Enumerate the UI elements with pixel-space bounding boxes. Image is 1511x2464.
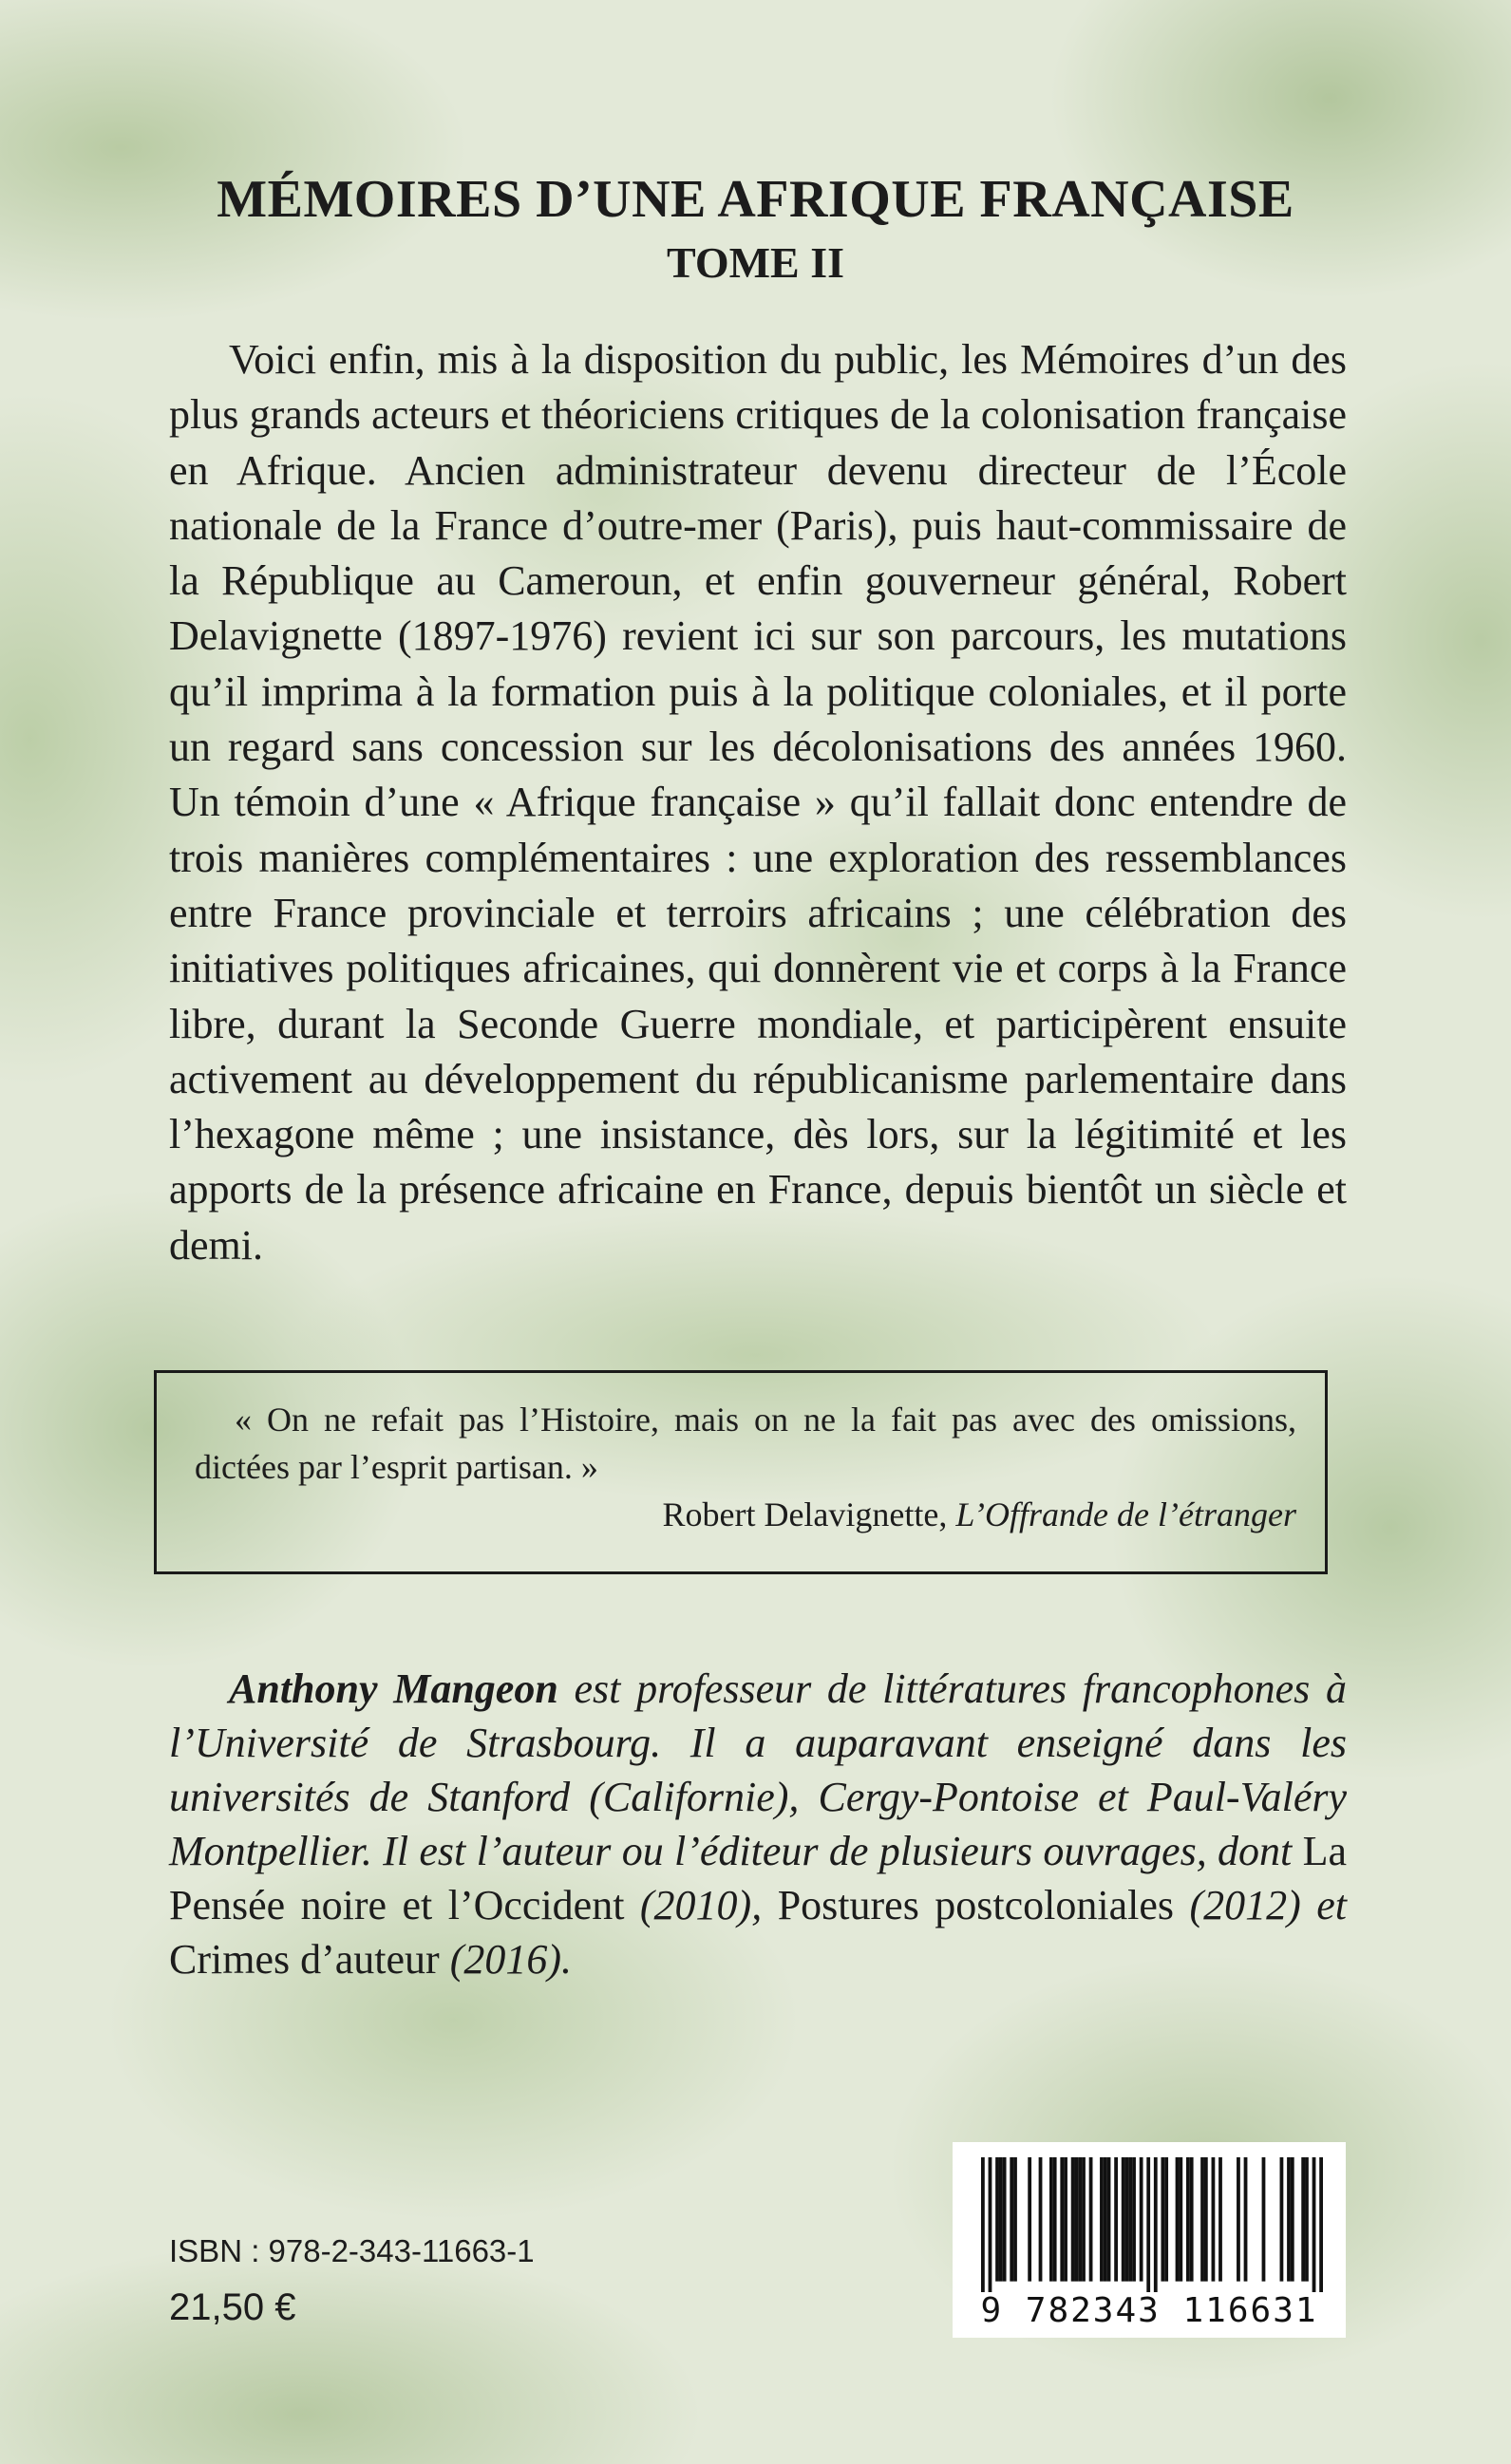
barcode-bar (1082, 2157, 1086, 2282)
quote-box (154, 1370, 1328, 1574)
barcode-bar (1100, 2157, 1104, 2282)
barcode-bar (989, 2157, 992, 2292)
barcode-bar (1313, 2157, 1316, 2292)
barcode-bar (1161, 2157, 1164, 2282)
barcode-digits: 9 782343 116631 (980, 2291, 1318, 2330)
barcode-bar (999, 2157, 1003, 2282)
barcode-bar (1301, 2157, 1305, 2282)
summary-paragraph: Voici enfin, mis à la disposition du public, les Mémoires d’un des plus grands acteurs et théoriciens critiques de la colonisation française en Afrique. Ancien administrateur devenu directeur de l’École nationale de la France d’outre-mer (Paris), puis haut-commissaire de la République au Cameroun, et enfin gouverneur général, Robert Delavignette (1897-1976) revient ici sur son parcours, les mutations qu’il imprima à la formation puis à la politique coloniales, et il porte un regard sans concession sur les décolonisations des années 1960. Un témoin d’une « Afrique française » qu’il fallait donc entendre de trois manières complémentaires : une exploration des ressemblances entre France provinciale et terroirs africains ; une célébration des initiatives politiques africaines, qui donnèrent vie et corps à la France libre, durant la Seconde Guerre mondiale, et participèrent ensuite activement au développement du républicanisme parlementaire dans l’hexagone même ; une insistance, dès lors, sur la légitimité et les apports de la présence africaine en France, depuis bientôt un siècle et demi. (169, 336, 1347, 1269)
barcode-bar (1305, 2157, 1309, 2282)
barcode-bar (1164, 2157, 1168, 2282)
author-bio (169, 1662, 1347, 1986)
barcode-bar (1104, 2157, 1107, 2282)
barcode-bar (1154, 2157, 1158, 2292)
barcode-bar (1089, 2157, 1093, 2282)
barcode-bar (1107, 2157, 1111, 2282)
barcode-bar (1146, 2157, 1150, 2292)
quote-source: L’Offrande de l’étranger (955, 1495, 1296, 1533)
barcode-bar (1128, 2157, 1132, 2282)
barcode-bar (1218, 2157, 1222, 2282)
quote-author: Robert Delavignette, (662, 1495, 956, 1533)
barcode-bar (1319, 2157, 1323, 2292)
barcode-bar (1071, 2157, 1075, 2282)
barcode-bar (1049, 2157, 1053, 2282)
barcode-bar (995, 2157, 999, 2282)
isbn: ISBN : 978-2-343-11663-1 (169, 2233, 535, 2268)
barcode-bar (1262, 2157, 1266, 2282)
bio-text-1: est professeur de littératures francophones à l’Université de Strasbourg. Il a auparavant enseigné dans les universités de Stanford (Californie), Cergy-Pontoise et Paul-Valéry Montpellier. Il est l’auteur ou l’éditeur de plusieurs ouvrages, dont (169, 1665, 1348, 1874)
barcode-bar (1212, 2157, 1216, 2282)
barcode-bar (1291, 2157, 1294, 2282)
quote-attribution (195, 1491, 1296, 1538)
bio-work-3: Crimes d’auteur (169, 1936, 440, 1983)
bio-text-4: (2016). (439, 1936, 573, 1983)
barcode-bar (981, 2157, 985, 2292)
barcode-bar (1132, 2157, 1136, 2282)
bio-author-name: Anthony Mangeon (229, 1665, 558, 1712)
quote-text: « On ne refait pas l’Histoire, mais on ne la fait pas avec des omissions, dictées par l’esprit partisan. » (195, 1401, 1296, 1486)
bio-work-1: La Pensée noire et l’Occident (169, 1828, 1347, 1928)
barcode-bar (1122, 2157, 1125, 2282)
barcode-bar (1140, 2157, 1143, 2282)
barcode-bar (1125, 2157, 1129, 2282)
barcode-bar (1053, 2157, 1057, 2282)
barcode-bar (1237, 2157, 1240, 2282)
barcode-bar (1176, 2157, 1180, 2282)
barcode-bar (1190, 2157, 1194, 2282)
bio-text-3: (2012) et (1174, 1882, 1348, 1928)
barcode-bar (1200, 2157, 1204, 2282)
book-title: MÉMOIRES D’UNE AFRIQUE FRANÇAISE (217, 170, 1294, 229)
bio-work-2: Postures postcoloniales (777, 1882, 1175, 1928)
barcode-bar (1244, 2157, 1248, 2282)
barcode-bar (1013, 2157, 1017, 2282)
barcode-bar (1287, 2157, 1291, 2282)
barcode-bar (1114, 2157, 1118, 2282)
price: 21,50 € (169, 2286, 296, 2328)
barcode-bar (1028, 2157, 1031, 2282)
barcode-bar (1010, 2157, 1013, 2282)
barcode-bar (1280, 2157, 1284, 2282)
barcode-bar (1060, 2157, 1064, 2282)
barcode-bar (1204, 2157, 1208, 2282)
barcode-bars (981, 2157, 1323, 2292)
barcode-bar (1078, 2157, 1082, 2282)
book-subtitle: TOME II (666, 238, 845, 287)
barcode (953, 2142, 1346, 2338)
barcode-bar (1003, 2157, 1007, 2282)
barcode-bar (1179, 2157, 1182, 2282)
bio-text-2: (2010), (624, 1882, 778, 1928)
barcode-bar (1075, 2157, 1079, 2282)
barcode-bar (1186, 2157, 1190, 2282)
barcode-bar (1039, 2157, 1043, 2282)
barcode-bar (1064, 2157, 1067, 2282)
